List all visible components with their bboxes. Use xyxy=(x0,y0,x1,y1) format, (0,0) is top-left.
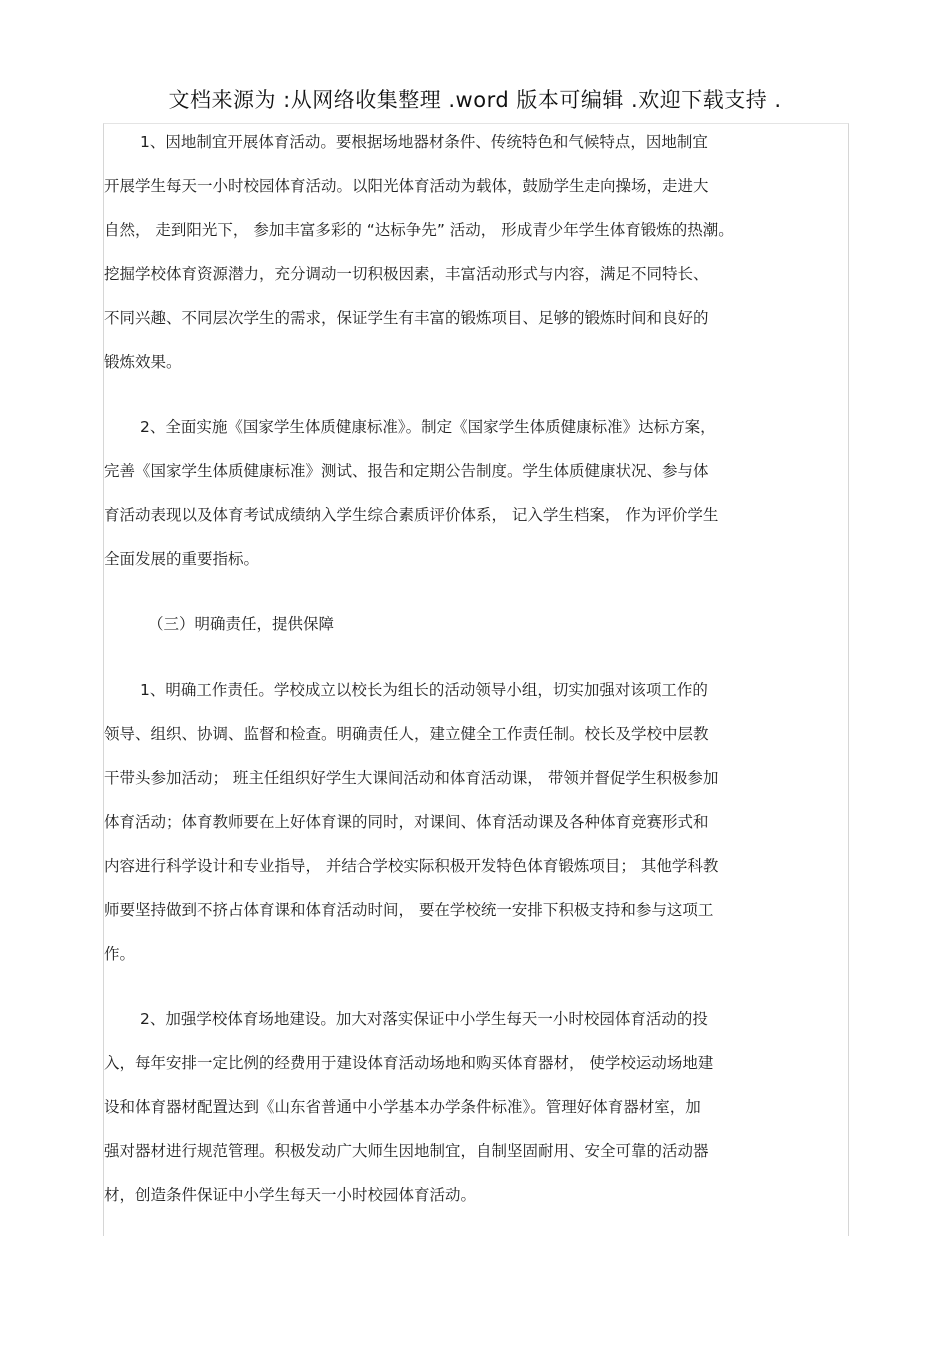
paragraph-line: 材，创造条件保证中小学生每天一小时校园体育活动。 xyxy=(104,1186,477,1204)
paragraph-line: 强对器材进行规范管理。积极发动广大师生因地制宜，自制坚固耐用、安全可靠的活动器 xyxy=(104,1142,709,1160)
paragraph-line: 挖掘学校体育资源潜力，充分调动一切积极因素，丰富活动形式与内容，满足不同特长、 xyxy=(104,265,709,283)
paragraph-line: 内容进行科学设计和专业指导， 并结合学校实际积极开发特色体育锻炼项目； 其他学科教 xyxy=(104,857,719,875)
paragraph-line: 1、明确工作责任。学校成立以校长为组长的活动领导小组，切实加强对该项工作的 xyxy=(140,681,708,699)
paragraph-line: 育活动表现以及体育考试成绩纳入学生综合素质评价体系， 记入学生档案， 作为评价学生 xyxy=(104,506,719,524)
paragraph-line: 完善《国家学生体质健康标准》测试、报告和定期公告制度。学生体质健康状况、参与体 xyxy=(104,462,709,480)
paragraph-line: 不同兴趣、不同层次学生的需求，保证学生有丰富的锻炼项目、足够的锻炼时间和良好的 xyxy=(104,309,709,327)
paragraph-line: 设和体育器材配置达到《山东省普通中小学基本办学条件标准》。管理好体育器材室，加 xyxy=(104,1098,701,1116)
paragraph-line: 1、因地制宜开展体育活动。要根据场地器材条件、传统特色和气候特点，因地制宜 xyxy=(140,133,708,151)
paragraph-line: 体育活动；体育教师要在上好体育课的同时，对课间、体育活动课及各种体育竞赛形式和 xyxy=(104,813,709,831)
paragraph-line: 2、全面实施《国家学生体质健康标准》。制定《国家学生体质健康标准》达标方案， xyxy=(140,418,716,436)
paragraph-line: 师要坚持做到不挤占体育课和体育活动时间， 要在学校统一安排下积极支持和参与这项工 xyxy=(104,901,714,919)
paragraph-line: 领导、组织、协调、监督和检查。明确责任人，建立健全工作责任制。校长及学校中层教 xyxy=(104,725,709,743)
paragraph-line: 作。 xyxy=(104,945,136,963)
paragraph-line: 干带头参加活动； 班主任组织好学生大课间活动和体育活动课， 带领并督促学生积极参加 xyxy=(104,769,719,787)
section-heading: （三）明确责任，提供保障 xyxy=(148,615,335,633)
paragraph-line: 开展学生每天一小时校园体育活动。以阳光体育活动为载体，鼓励学生走向操场，走进大 xyxy=(104,177,709,195)
paragraph-line: 自然， 走到阳光下， 参加丰富多彩的 “达标争先” 活动， 形成青少年学生体育锻炼的热潮。 xyxy=(104,221,734,239)
paragraph-line: 锻炼效果。 xyxy=(104,353,182,371)
paragraph-line: 入，每年安排一定比例的经费用于建设体育活动场地和购买体育器材， 使学校运动场地建 xyxy=(104,1054,714,1072)
paragraph-line: 2、加强学校体育场地建设。加大对落实保证中小学生每天一小时校园体育活动的投 xyxy=(140,1010,708,1028)
paragraph-line: 全面发展的重要指标。 xyxy=(104,550,260,568)
page-header: 文档来源为 :从网络收集整理 .word 版本可编辑 .欢迎下载支持 . xyxy=(168,88,782,112)
